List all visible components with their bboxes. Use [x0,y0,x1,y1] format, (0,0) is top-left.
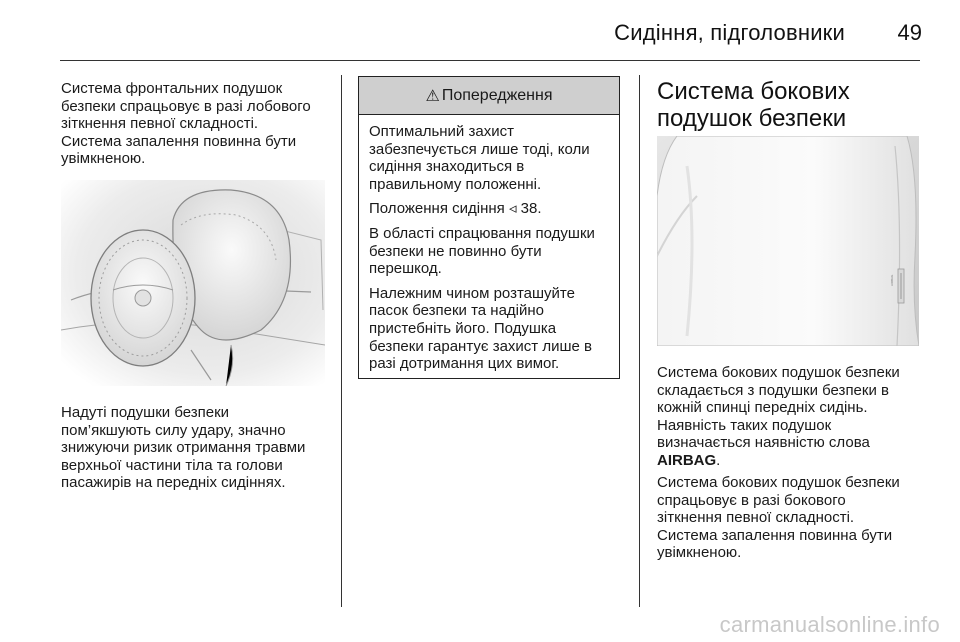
side-airbag-paragraph-2: Система бокових подушок безпеки спрацьовує в разі бокового зіткнення певної складності. Система запалення повинна бути увімкненою. [657,474,900,562]
seat-airbag-label: AIRBAG [890,274,894,286]
warning-header [359,77,619,115]
section-heading: Система бокових подушок безпеки [657,78,850,132]
side-airbag-paragraph-1: Система бокових подушок безпеки складається з подушки безпеки в кожній спинці передніх сидінь. Наявність таких подушок визначається наявністю слова AIRBAG. [657,364,900,469]
warning-paragraph-4: Належним чином розташуйте пасок безпеки та надійно пристебніть його. Подушка безпеки гарантує захист лише в разі дотримання цих вимог. [369,284,592,373]
airbag-label-text: AIRBAG [657,451,717,469]
frontal-airbag-illustration [61,180,325,386]
warning-paragraph-1: Оптимальний захист забезпечується лише тоді, коли сидіння знаходиться в правильному положенні. [369,123,590,193]
warning-title: Попередження [441,86,553,104]
warning-box [358,76,620,379]
intro-paragraph: Система фронтальних подушок безпеки спрацьовує в разі лобового зіткнення певної складності. Система запалення повинна бути увімкненою. [61,80,311,168]
frontal-airbag-description: Надуті подушки безпеки пом’якшують силу удару, значно знижуючи ризик отримання травми верхньої частини тіла та голови пасажирів на передніх сидіннях. [61,404,306,492]
warning-paragraph-3: В області спрацювання подушки безпеки не повинно бути перешкод. [369,224,595,278]
page-header-title: Сидіння, підголовники [614,20,845,45]
page-reference-link[interactable]: 38. [520,200,542,218]
watermark: carmanualsonline.info [719,612,940,637]
warning-body [359,115,619,373]
warning-triangle-icon: ⚠ [425,87,440,105]
column-divider-left [341,75,342,607]
seat-airbag-illustration [657,136,919,346]
page-reference-arrow-icon: ◃ [508,200,517,218]
warning-paragraph-2: Положення сидіння ◃ 38. [369,200,542,218]
column-divider-right [639,75,640,607]
page-number: 49 [897,20,922,45]
header-rule [60,60,920,61]
